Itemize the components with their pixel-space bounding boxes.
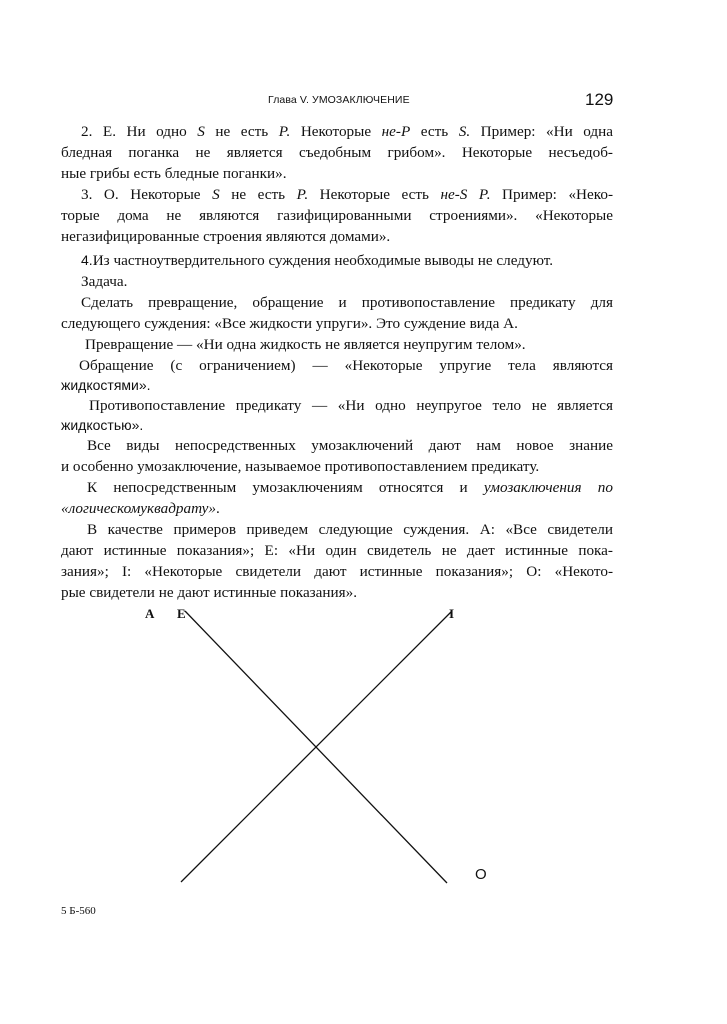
obversion-line: Превращение — «Ни одна жидкость не является неупругим телом». — [85, 336, 526, 353]
paragraph-type-e-line-1: 2. Е. Ни одно S не есть Р. Некоторые не-Р есть S. Пример: «Ни одна — [81, 123, 613, 140]
diagonal-i-to-e — [181, 611, 452, 882]
paragraph-type-i: 4.Из частноутвердительного суждения необходимые выводы не следуют. — [81, 252, 554, 269]
paragraph-type-o-line-1: 3. О. Некоторые S не есть Р. Некоторые есть не-S Р. Пример: «Неко- — [81, 186, 613, 203]
paragraph-type-e-line-3: ные грибы есть бледные поганки». — [61, 165, 287, 182]
conversion-line-2: жидкостями». — [61, 377, 151, 393]
examples-line-3: зания»; I: «Некоторые свидетели дают истинные показания»; О: «Некото- — [61, 563, 613, 580]
examples-line-1: В качестве примеров приведем следующие суждения. А: «Все свидетели — [87, 521, 613, 538]
diagram-label-e: Е — [177, 606, 186, 621]
examples-line-4: рые свидетели не дают истинные показания». — [61, 584, 358, 601]
diagram-label-i: I — [449, 606, 455, 621]
diagram-label-o: О — [475, 866, 487, 883]
paragraph-type-e-line-2: бледная поганка не является съедобным грибом». Некоторые несъедоб- — [61, 144, 613, 161]
contraposition-line-2: жидкостью». — [61, 417, 144, 433]
running-header-title: Глава V. УМОЗАКЛЮЧЕНИЕ — [268, 94, 410, 106]
contraposition-line-1: Противопоставление предикату — «Ни одно неупругое тело не является — [89, 397, 613, 414]
inference-summary-line-2: и особенно умозаключение, называемое противопоставлением предикату. — [61, 458, 540, 475]
diagram-label-a: А — [145, 606, 155, 621]
page-number: 129 — [585, 90, 614, 109]
examples-line-2: дают истинные показания»; Е: «Ни один свидетель не дает истинные пока- — [61, 542, 613, 559]
conversion-line-1: Обращение (с ограничением) — «Некоторые упругие тела являются — [79, 357, 613, 374]
logical-square-intro-line-1: К непосредственным умозаключениям относятся и умозаключения по — [87, 479, 613, 496]
paragraph-type-o-line-2: торые дома не являются газифицированными строениями». «Некоторые — [61, 207, 613, 224]
printer-signature: 5 Б-560 — [61, 905, 96, 917]
task-heading: Задача. — [81, 273, 128, 290]
inference-summary-line-1: Все виды непосредственных умозаключений дают нам новое знание — [87, 437, 613, 454]
task-text-line-1: Сделать превращение, обращение и противопоставление предикату для — [81, 294, 613, 311]
paragraph-type-o-line-3: негазифицированные строения являются домами». — [61, 228, 391, 245]
logical-square-intro-line-2: «логическомуквадрату». — [61, 500, 220, 517]
task-text-line-2: следующего суждения: «Все жидкости упруги». Это суждение вида А. — [61, 315, 518, 332]
